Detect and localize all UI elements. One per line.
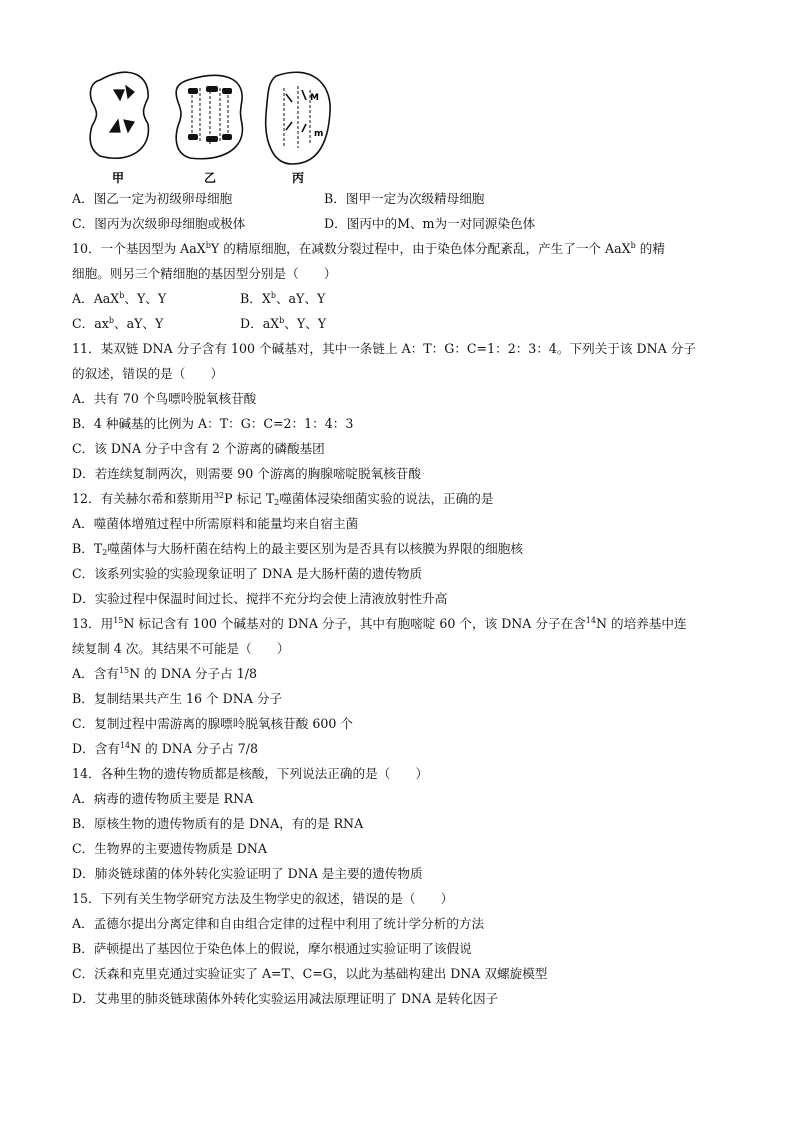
q9-option-a: A．图乙一定为初级卵母细胞 — [72, 191, 233, 206]
mark-m: m — [314, 129, 324, 139]
q10-option-c: C．$ax^b$、aY、Y — [72, 316, 164, 331]
q11-option-b: B．4 种碱基的比例为 A：T：G：C=2：1：4：3 — [72, 416, 354, 431]
q12-option-c: C．该系列实验的实验现象证明了 DNA 是大肠杆菌的遗传物质 — [72, 566, 423, 581]
q10-option-b: B．$X^b$、aY、Y — [240, 291, 326, 306]
q12-option-a: A．噬菌体增殖过程中所需原料和能量均来自宿主菌 — [72, 516, 359, 531]
q13-stem-2: 续复制 4 次。其结果不可能是（ ） — [72, 641, 290, 656]
q11-stem-2: 的叙述，错误的是（ ） — [72, 366, 224, 381]
q14-option-a: A．病毒的遗传物质主要是 RNA — [72, 791, 254, 806]
q11-stem: 11．某双链 DNA 分子含有 100 个碱基对，其中一条链上 A：T：G：C=1：2：3：4。下列关于该 DNA 分子 — [72, 341, 696, 356]
q15-stem: 15．下列有关生物学研究方法及生物学史的叙述，错误的是（ ） — [72, 891, 454, 906]
q11-option-a: A．共有 70 个鸟嘌呤脱氧核苷酸 — [72, 391, 257, 406]
q12-option-b: B．$T_2$噬菌体与大肠杆菌在结构上的最主要区别为是否具有以核膜为界限的细胞核 — [72, 541, 523, 557]
label-yi: 乙 — [204, 171, 217, 185]
q14-option-b: B．原核生物的遗传物质有的是 DNA，有的是 RNA — [72, 816, 364, 831]
q15-option-c: C．沃森和克里克通过实验证实了 A=T、C=G，以此为基础构建出 DNA 双螺旋模型 — [72, 966, 548, 981]
q10-option-a: A．AaX$^b$、Y、Y — [72, 291, 167, 306]
cell-division-figure — [80, 60, 340, 188]
q15-option-a: A．孟德尔提出分离定律和自由组合定律的过程中利用了统计学分析的方法 — [72, 916, 485, 931]
label-bing: 丙 — [292, 171, 305, 185]
q15-option-b: B．萨顿提出了基因位于染色体上的假说，摩尔根通过实验证明了该假说 — [72, 941, 472, 956]
q13-option-a: A．含有$^{15}$N 的 DNA 分子占 1/8 — [72, 666, 257, 681]
label-jia: 甲 — [112, 171, 125, 185]
q12-stem: 12．有关赫尔希和蔡斯用$^{32}$P 标记 $T_2$噬菌体浸染细菌实验的说法，正确的是 — [72, 491, 494, 507]
q14-option-c: C．生物界的主要遗传物质是 DNA — [72, 841, 267, 856]
q10-stem-2: 细胞。则另三个精细胞的基因型分别是（ ） — [72, 266, 337, 281]
q14-stem: 14．各种生物的遗传物质都是核酸，下列说法正确的是（ ） — [72, 766, 429, 781]
q9-option-d: D．图丙中的M、m为一对同源染色体 — [324, 216, 536, 231]
q12-option-d: D．实验过程中保温时间过长、搅拌不充分均会使上清液放射性升高 — [72, 591, 448, 606]
q10-stem: 10．一个基因型为 AaX$^b$Y 的精原细胞，在减数分裂过程中，由于染色体分配紊乱，产生了一个 AaX$^b$ 的精 — [72, 241, 665, 256]
q13-stem: 13．用$^{15}$N 标记含有 100 个碱基对的 DNA 分子，其中有胞嘧啶 60 个，该 DNA 分子在含$^{14}$N 的培养基中连 — [72, 616, 687, 631]
q13-option-d: D．含有$^{14}$N 的 DNA 分子占 7/8 — [72, 741, 258, 756]
q15-option-d: D．艾弗里的肺炎链球菌体外转化实验运用减法原理证明了 DNA 是转化因子 — [72, 991, 499, 1006]
mark-M: M — [310, 93, 319, 103]
q9-option-b: B．图甲一定为次级精母细胞 — [324, 191, 485, 206]
q9-option-c: C．图丙为次级卵母细胞或极体 — [72, 216, 246, 231]
q10-option-d: D．$aX^b$、Y、Y — [240, 316, 327, 331]
q13-option-c: C．复制过程中需游离的腺嘌呤脱氧核苷酸 600 个 — [72, 716, 353, 731]
q13-option-b: B．复制结果共产生 16 个 DNA 分子 — [72, 691, 283, 706]
q11-option-d: D．若连续复制两次，则需要 90 个游离的胸腺嘧啶脱氧核苷酸 — [72, 466, 421, 481]
q14-option-d: D．肺炎链球菌的体外转化实验证明了 DNA 是主要的遗传物质 — [72, 866, 423, 881]
q11-option-c: C．该 DNA 分子中含有 2 个游离的磷酸基团 — [72, 441, 325, 456]
